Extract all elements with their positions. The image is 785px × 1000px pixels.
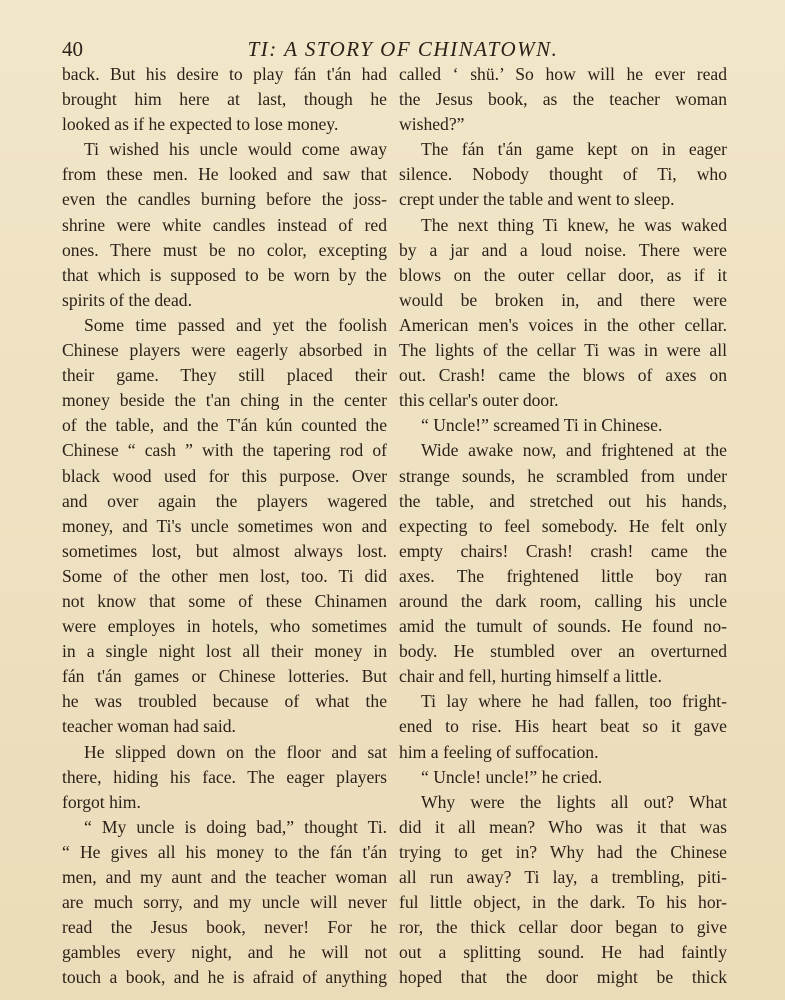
text-line: looked as if he expected to lose money. bbox=[62, 114, 339, 135]
text-line: empty chairs! Crash! crash! came the bbox=[399, 540, 727, 561]
text-line: The fán t'án game kept on in eager bbox=[421, 139, 727, 160]
text-line: touch a book, and he is afraid of anything bbox=[62, 967, 387, 988]
text-line: “ He gives all his money to the fán t'án bbox=[62, 841, 387, 862]
text-line: American men's voices in the other cellar. bbox=[399, 314, 727, 335]
text-line: from these men. He looked and saw that bbox=[62, 164, 387, 185]
text-line: He slipped down on the floor and sat bbox=[84, 741, 387, 762]
text-line: ful little object, in the dark. To his hor- bbox=[399, 892, 727, 913]
text-line: called ‘ shü.’ So how will he ever read bbox=[399, 64, 727, 84]
text-line: around the dark room, calling his uncle bbox=[399, 590, 727, 611]
text-line: shrine were white candles instead of red bbox=[62, 214, 387, 235]
text-line: gambles every night, and he will not bbox=[62, 942, 387, 963]
text-line: crept under the table and went to sleep. bbox=[399, 189, 675, 210]
text-line: “ My uncle is doing bad,” thought Ti. bbox=[84, 816, 387, 837]
text-line: “ Uncle! uncle!” he cried. bbox=[421, 766, 603, 787]
text-line: Some time passed and yet the foolish bbox=[84, 314, 387, 335]
text-line: body. He stumbled over an overturned bbox=[399, 641, 727, 662]
text-line: money beside the t'an ching in the center bbox=[62, 390, 387, 411]
text-line: that which is supposed to be worn by the bbox=[62, 264, 387, 285]
text-line: their game. They still placed their bbox=[62, 365, 387, 386]
text-line: were employes in hotels, who sometimes bbox=[62, 616, 387, 637]
right-text-column bbox=[399, 62, 727, 990]
text-line: chair and fell, hurting himself a little. bbox=[399, 666, 662, 687]
text-line: amid the tumult of sounds. He found no- bbox=[399, 616, 727, 637]
text-line: axes. The frightened little boy ran bbox=[399, 565, 727, 586]
text-line: he was troubled because of what the bbox=[62, 691, 387, 712]
text-line: back. But his desire to play fán t'án had bbox=[62, 64, 387, 84]
text-line: out a splitting sound. He had faintly bbox=[399, 942, 727, 963]
text-line: there, hiding his face. The eager players bbox=[62, 766, 387, 787]
text-line: trying to get in? Why had the Chinese bbox=[399, 841, 727, 862]
text-line: wished?” bbox=[399, 114, 465, 135]
text-line: not know that some of these Chinamen bbox=[62, 590, 387, 611]
text-line: by a jar and a loud noise. There were bbox=[399, 239, 727, 260]
text-line: silence. Nobody thought of Ti, who bbox=[399, 164, 727, 185]
text-line: Some of the other men lost, too. Ti did bbox=[62, 565, 387, 586]
text-line: black wood used for this purpose. Over bbox=[62, 465, 387, 486]
left-text-column bbox=[62, 62, 387, 990]
text-line: Why were the lights all out? What bbox=[421, 791, 727, 812]
text-line: the Jesus book, as the teacher woman bbox=[399, 89, 727, 110]
text-line: Chinese players were eagerly absorbed in bbox=[62, 340, 387, 361]
text-line: in a single night lost all their money in bbox=[62, 641, 387, 662]
text-line: out. Crash! came the blows of axes on bbox=[399, 365, 727, 386]
text-line: blows on the outer cellar door, as if it bbox=[399, 264, 727, 285]
text-line: and over again the players wagered bbox=[62, 490, 387, 511]
text-line: even the candles burning before the joss- bbox=[62, 189, 387, 210]
text-line: hoped that the door might be thick bbox=[399, 967, 727, 988]
text-line: The next thing Ti knew, he was waked bbox=[421, 214, 727, 235]
text-line: all run away? Ti lay, a trembling, piti- bbox=[399, 867, 727, 887]
text-line: spirits of the dead. bbox=[62, 289, 192, 310]
text-line: Ti lay where he had fallen, too fright- bbox=[421, 691, 727, 712]
text-line: expecting to feel somebody. He felt only bbox=[399, 515, 727, 536]
text-line: strange sounds, he scrambled from under bbox=[399, 465, 727, 486]
text-line: Ti wished his uncle would come away bbox=[84, 139, 387, 160]
text-line: this cellar's outer door. bbox=[399, 390, 559, 411]
text-line: read the Jesus book, never! For he bbox=[62, 917, 387, 938]
text-line: men, and my aunt and the teacher woman bbox=[62, 867, 387, 887]
text-line: did it all mean? Who was it that was bbox=[399, 816, 727, 837]
text-line: ones. There must be no color, excepting bbox=[62, 239, 387, 260]
text-line: ror, the thick cellar door began to give bbox=[399, 917, 727, 938]
text-line: fán t'án games or Chinese lotteries. But bbox=[62, 666, 387, 687]
text-line: the table, and stretched out his hands, bbox=[399, 490, 727, 511]
page-number: 40 bbox=[62, 37, 83, 61]
text-line: are much sorry, and my uncle will never bbox=[62, 892, 387, 913]
text-line: money, and Ti's uncle sometimes won and bbox=[62, 515, 387, 536]
text-line: The lights of the cellar Ti was in were all bbox=[399, 340, 727, 361]
text-line: ened to rise. His heart beat so it gave bbox=[399, 716, 727, 737]
running-title: TI: A STORY OF CHINATOWN. bbox=[247, 37, 559, 61]
page-header bbox=[62, 34, 744, 64]
text-line: forgot him. bbox=[62, 791, 141, 812]
text-line: him a feeling of suffocation. bbox=[399, 741, 599, 762]
text-line: sometimes lost, but almost always lost. bbox=[62, 540, 387, 561]
text-line: of the table, and the T'án kún counted the bbox=[62, 415, 387, 436]
text-line: Chinese “ cash ” with the tapering rod of bbox=[62, 440, 387, 461]
text-line: teacher woman had said. bbox=[62, 716, 236, 737]
text-line: “ Uncle!” screamed Ti in Chinese. bbox=[421, 415, 663, 436]
text-line: Wide awake now, and frightened at the bbox=[421, 440, 727, 461]
text-line: brought him here at last, though he bbox=[62, 89, 387, 110]
text-line: would be broken in, and there were bbox=[399, 289, 727, 310]
